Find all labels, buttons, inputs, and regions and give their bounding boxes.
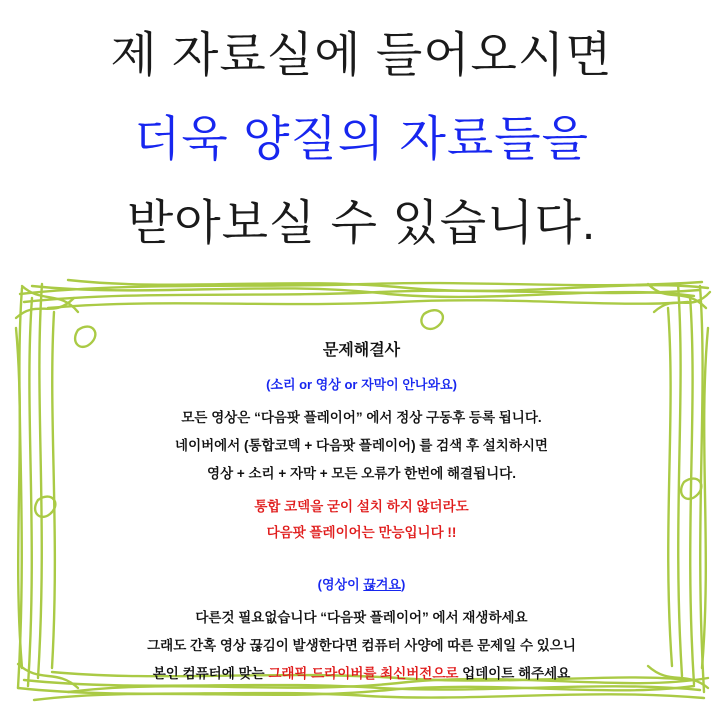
section1-red-line-2: 다음팟 플레이어는 만능입니다 !!: [266, 525, 457, 540]
section2-line-3-part-1: 본인 컴퓨터에 맞는: [152, 666, 269, 681]
body-title: 문제해결사: [322, 342, 401, 359]
heading-line-2: 더욱 양질의 자료들을: [134, 113, 589, 166]
section2-line-3-part-3: 업데이트 해주세요: [458, 666, 571, 681]
page-title: [0, 14, 723, 266]
section1-line-1: 모든 영상은 “다음팟 플레이어” 에서 정상 구동후 등록 됩니다.: [181, 410, 542, 425]
section2-subtitle-prefix: (영상이: [317, 577, 364, 592]
section1-line-3: 영상 + 소리 + 자막 + 모든 오류가 한번에 해결됩니다.: [207, 466, 516, 481]
section1-subtitle: (소리 or 영상 or 자막이 안나와요): [266, 377, 457, 392]
spacer: [40, 546, 683, 572]
heading-line-1: 제 자료실에 들어오시면: [110, 29, 613, 82]
section2-line-1: 다른것 필요없습니다 “다음팟 플레이어” 에서 재생하세요: [195, 610, 528, 625]
section1-red-line-1: 통합 코덱을 굳이 설치 하지 않더라도: [254, 499, 469, 514]
section1-line-2: 네이버에서 (통합코덱 + 다음팟 플레이어) 를 검색 후 설치하시면: [175, 438, 548, 453]
heading-line-3: 받아보실 수 있습니다.: [126, 197, 597, 250]
body-content: [40, 338, 683, 688]
section2-line-2: 그래도 간혹 영상 끊김이 발생한다면 컴퓨터 사양에 따른 문제일 수 있으니: [147, 638, 576, 653]
section2-subtitle: [40, 572, 683, 598]
section2-line-3: [40, 660, 683, 688]
section2-line-3-highlight: 그래픽 드라이버를 최신버전으로: [268, 666, 459, 681]
section2-subtitle-suffix: ): [400, 577, 406, 592]
section2-subtitle-underlined: 끊겨요: [363, 577, 401, 592]
